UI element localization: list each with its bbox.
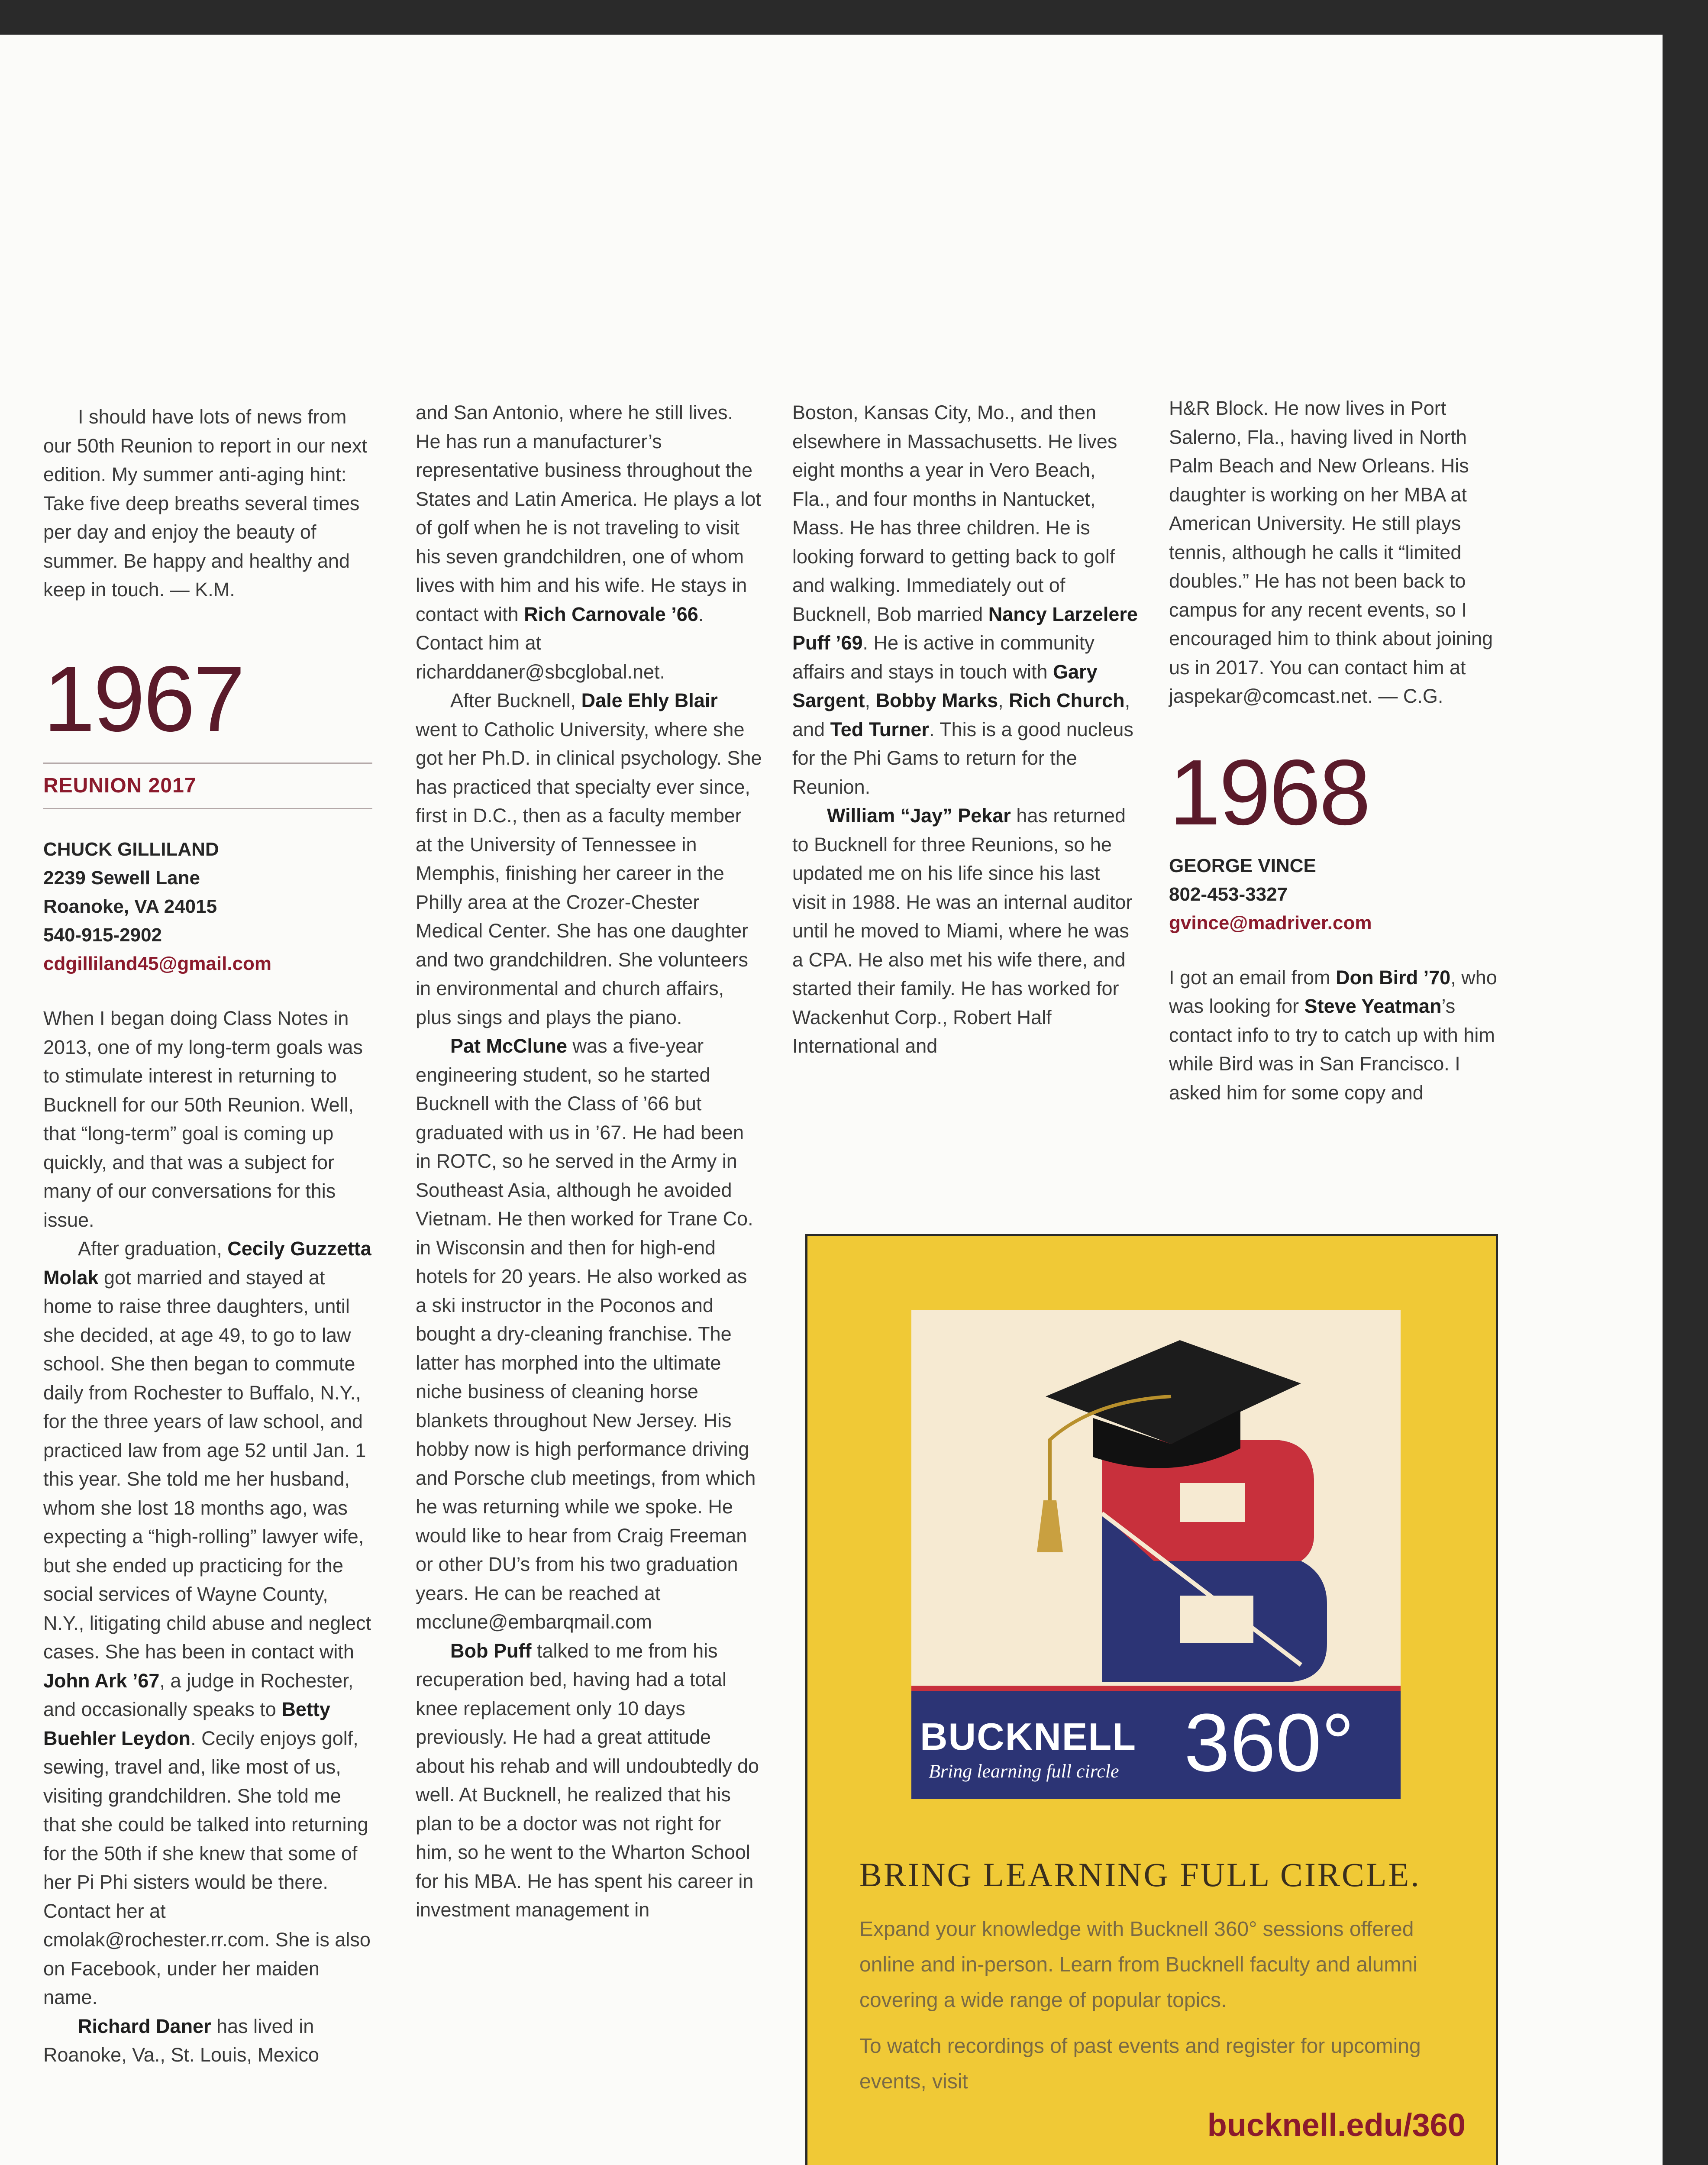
reunion-label: REUNION 2017 [43, 763, 372, 810]
paragraph: After Bucknell, Dale Ehly Blair went to Catholic University, where she got her Ph.D. in clinical psychology. She has practiced that specialty ever since, first in D.C., then as a faculty member at the University of Tennessee in Memphis, finishing her career in the Philly area at the Crozer-Chester Medical Center. She has one daughter and two grandchildren. She volunteers in environmental and church affairs, plus sings and plays the piano. [416, 689, 762, 1028]
contact-name: CHUCK GILLILAND [43, 839, 219, 860]
paragraph: Pat McClune was a five-year engineering student, so he started Bucknell with the Class of ’66 but graduated with us in ’67. He had been in ROTC, so he served in the Army in Southeast Asia, although he avoided Vietnam. He then worked for Trane Co. in Wisconsin and then for high-end hotels for 20 years. He also worked as a ski instructor in the Poconos and bought a dry-cleaning franchise. The latter has morphed into the ultimate niche business of cleaning horse blankets throughout New Jersey. His hobby now is high performance driving and Porsche club meetings, from which he was returning while we spoke. He would like to hear from Craig Freeman or other DU’s from his two graduation years. He can be reached at mcclune@embarqmail.com [416, 1035, 756, 1633]
contact-email[interactable]: gvince@madriver.com [1169, 912, 1372, 934]
paragraph: After graduation, Cecily Guzzetta Molak got married and stayed at home to raise three daughters, until she decided, at age 49, to go to law school. She then began to commute daily from Rochester to Buffalo, N.Y., for the three years of law school, and practiced law from age 52 until Jan. 1 this year. She told me her husband, whom she lost 18 months ago, was expecting a “high-rolling” lawyer wife, but she ended up practicing for the social services of Wayne County, N.Y., litigating child abuse and neglect cases. She has been in contact with John Ark ’67, a judge in Rochester, and occasionally speaks to Betty Buehler Leydon. Cecily enjoys golf, sewing, travel and, like most of us, visiting grandchildren. She told me that she could be talked into returning for the 50th if she knew that some of her Pi Phi sisters would be there. Contact her at cmolak@rochester.rr.com. She is also on Facebook, under her maiden name. [43, 1238, 371, 2008]
contact-city: Roanoke, VA 24015 [43, 896, 217, 917]
paragraph: Boston, Kansas City, Mo., and then elsewhere in Massachusetts. He lives eight months a year in Vero Beach, Fla., and four months in Nantucket, Mass. He has three children. He is looking forward to getting back to golf and walking. Immediately out of Bucknell, Bob married Nancy Larzelere Puff ’69. He is active in community affairs and stays in touch with Gary Sargent, Bobby Marks, Rich Church, and Ted Turner. This is a good nucleus for the Phi Gams to return for the Reunion. [792, 401, 1138, 798]
paragraph: Richard Daner has lived in Roanoke, Va., St. Louis, Mexico [43, 2015, 319, 2066]
magazine-page [0, 35, 1663, 2165]
ad-logo-artwork [911, 1310, 1401, 1687]
class-secretary-contact [43, 835, 372, 978]
brand-tagline: Bring learning full circle [929, 1761, 1119, 1782]
contact-name: GEORGE VINCE [1169, 855, 1316, 876]
paragraph: William “Jay” Pekar has returned to Bucknell for three Reunions, so he updated me on his life since his last visit in 1988. He was an internal auditor until he moved to Miami, where he was a CPA. He also met his wife there, and started their family. He has worked for Wackenhut Corp., Robert Half International and [792, 805, 1133, 1057]
contact-phone: 802-453-3327 [1169, 883, 1288, 905]
ad-brand-banner [911, 1691, 1401, 1799]
contact-email[interactable]: cdgilliland45@gmail.com [43, 953, 272, 974]
brand-wordmark: BUCKNELL [920, 1715, 1137, 1758]
paragraph: and San Antonio, where he still lives. He has run a manufacturer’s representative business throughout the States and Latin America. He plays a lot of golf when he is not traveling to visit his seven grandchildren, one of whom lives with him and his wife. He stays in contact with Rich Carnovale ’66. Contact him at richarddaner@sbcglobal.net. [416, 401, 761, 683]
column-1 [43, 403, 372, 2070]
paragraph: I should have lots of news from our 50th Reunion to report in our next edition. My summer anti-aging hint: Take five deep breaths several times per day and enjoy the beauty of summer. Be happy and healthy and keep in touch. — K.M. [43, 406, 367, 601]
class-year-heading: 1967 [43, 646, 244, 751]
brand-360: 360° [1184, 1697, 1354, 1789]
ad-body-text: Expand your knowledge with Bucknell 360° sessions offered online and in-person. Learn from Bucknell faculty and alumni covering a wide range of popular topics. [859, 1918, 1417, 2012]
paragraph: When I began doing Class Notes in 2013, one of my long-term goals was to stimulate interest in returning to Bucknell for our 50th Reunion. Well, that “long-term” goal is coming up quickly, and that was a subject for many of our conversations for this issue. [43, 1007, 363, 1231]
column-2 [416, 398, 762, 1925]
paragraph: Bob Puff talked to me from his recuperation bed, having had a total knee replacement only 10 days previously. He had a great attitude about his rehab and will undoubtedly do well. At Bucknell, he realized that his plan to be a doctor was not right for him, so he went to the Wharton School for his MBA. He has spent his career in investment management in [416, 1639, 759, 1921]
bucknell-b-graduation-cap-icon [911, 1310, 1401, 1687]
column-3 [792, 398, 1139, 1061]
class-secretary-contact [1169, 852, 1507, 937]
paragraph: I got an email from Don Bird ’70, who was looking for Steve Yeatman’s contact info to try to catch up with him while Bird was in San Francisco. I asked him for some copy and [1169, 966, 1497, 1104]
b-letter-icon [1102, 1440, 1327, 1682]
contact-phone: 540-915-2902 [43, 924, 162, 946]
ad-headline: BRING LEARNING FULL CIRCLE. [859, 1856, 1421, 1894]
paragraph: H&R Block. He now lives in Port Salerno, Fla., having lived in North Palm Beach and New Orleans. His daughter is working on her MBA at American University. He still plays tennis, although he calls it “limited doubles.” He has not been back to campus for any recent events, so I encouraged him to think about joining us in 2017. You can contact him at jaspekar@comcast.net. — C.G. [1169, 397, 1493, 707]
ad-url-link[interactable]: bucknell.edu/360 [1207, 2107, 1466, 2143]
column-4 [1169, 394, 1507, 1107]
ad-body-text-2: To watch recordings of past events and register for upcoming events, visit [859, 2035, 1421, 2093]
contact-address: 2239 Sewell Lane [43, 867, 200, 889]
bucknell-360-advertisement[interactable] [805, 1234, 1498, 2165]
class-year-heading: 1968 [1169, 740, 1369, 844]
